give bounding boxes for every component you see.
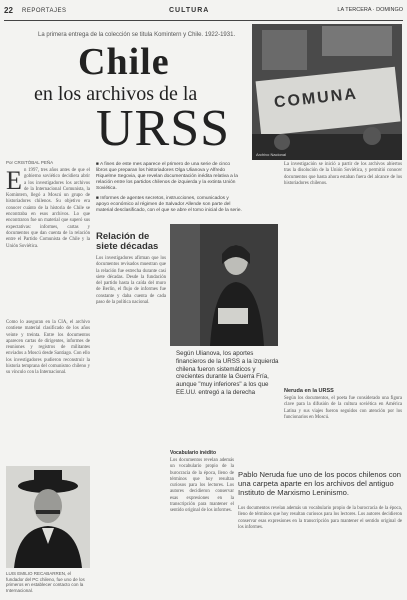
drop-cap: E xyxy=(6,166,22,195)
right-column-neruda-text: Según los documentos, el poeta fue considerado una figura clave para la difusión de la cultura soviética en América Latina y sus viajes fueron seguidos con atención por los funcionarios en Moscú. xyxy=(284,396,404,420)
summary-bullet-1: ■ A fines de este mes aparece el primero de una serie de cinco libros que preparan los historiadores Olga Ulianova y Alfredo Riquelme Segovia, que revelan documentación inédita relativa a la relación entre los partidos chilenos de izquierda y la extinta Unión Soviética. xyxy=(96,162,238,191)
top-photo-credit: Archivo Nacional xyxy=(256,152,287,157)
mid-column xyxy=(96,256,166,582)
category-label: CULTURA xyxy=(169,7,210,14)
recabarren-caption: LUIS EMILIO RECABARREN, el fundador del PC chileno, fue uno de los primeros en establecer contacto con la Internacional. xyxy=(6,571,85,593)
banner-text: COMUNA xyxy=(273,85,359,112)
summary-bullet-1-text: A fines de este mes aparece el primero de una serie de cinco libros que preparan los historiadores Olga Ulianova y Alfredo Riquelme Segovia, que revelan documentación inédita relativa a la relación entre los partidos chilenos de izquierda y la extinta Unión Soviética. xyxy=(96,162,238,191)
lead-paragraph xyxy=(6,168,90,318)
byline: Por CRISTÓBAL PEÑA xyxy=(6,160,54,165)
headline-line-2: en los archivos de la xyxy=(34,83,198,105)
page-header xyxy=(4,6,403,18)
ulianova-portrait xyxy=(170,224,278,346)
headline-line-1: Chile xyxy=(78,41,170,83)
header-rule xyxy=(4,20,403,21)
edition-label: LA TERCERA · DOMINGO xyxy=(337,7,403,13)
section-head-relacion: Relación de siete décadas xyxy=(96,231,159,252)
bottom-right-text: Los documentos revelan además un vocabulario propio de la burocracia de la época, lleno de términos que hoy resultan curiosos para los lectores. Los autores decidieron conservar esas expresiones en la transcripción para mantener el sentido original de los informes. xyxy=(238,506,404,530)
right-column-top xyxy=(284,162,402,312)
summary-bullet-2-text: Informes de agentes secretos, instrucciones, comunicados y apoyo económico al régimen de Salvador Allende son parte del material desclasificado, con el que se abre el tomo inicial de la serie. xyxy=(96,196,242,213)
summary-bullet-2: ■ Informes de agentes secretos, instrucciones, comunicados y apoyo económico al régimen de Salvador Allende son parte del material desclasificado, con el que se abre el tomo inicial de la serie. xyxy=(96,196,242,213)
lead-text: n 1997, tres años antes de que el gobierno soviético decidiera abrir a los investigadores los archivos de la Internacional Comunista, la Komintern, llegó a Moscú un grupo de historiadores chilenos. Su objetivo era conocer cuánto de la historia de Chile se encontraba en esos archivos. Lo que encontraron fue un material que superó sus expectativas: informes, cartas y documentos que dan cuenta de la relación entre el Partido Comunista de Chile y la Unión Soviética. xyxy=(6,168,92,249)
right-column-neruda xyxy=(284,396,402,454)
section-head-neruda: Neruda en la URSS xyxy=(284,388,334,394)
kicker: La primera entrega de la colección se titula Komintern y Chile. 1922-1931. xyxy=(38,32,236,38)
section-label: REPORTAJES xyxy=(22,8,67,14)
mid-column-text: Los investigadores afirman que los documentos revisados muestran que la relación fue estrecha durante casi siete décadas. Desde la fundación del partido hasta la caída del muro de Berlín, el flujo de informes fue constante y daba cuenta de cada paso de la política nacional. xyxy=(96,256,168,306)
bottom-center-column xyxy=(170,458,234,594)
recabarren-photo xyxy=(6,466,90,568)
ulianova-photo xyxy=(170,224,278,346)
page-number: 22 xyxy=(4,6,13,15)
pull-quote-ulianova: Según Ulianova, los aportes financieros de la URSS a la izquierda chilena fueron sistemáticos y crecientes durante la Guerra Fría, aunque "muy inferiores" a los que EE.UU. entregó a la derecha xyxy=(176,350,279,396)
protest-photo xyxy=(252,24,402,160)
pull-quote-neruda: Pablo Neruda fue uno de los pocos chilenos con una carpeta aparte en los archivos del antiguo Instituto de Marxismo Leninismo. xyxy=(238,470,401,498)
recabarren-portrait xyxy=(6,466,90,568)
headline-line-3: URSS xyxy=(96,100,231,157)
left-column xyxy=(6,320,90,462)
bottom-center-text: Los documentos revelan además un vocabulario propio de la burocracia de la época, lleno de términos que hoy resultan curiosos para los lectores. Los autores decidieron conservar esas expresiones en la transcripción para mantener el sentido original de los informes. xyxy=(170,458,236,514)
right-column-top-text: La investigación se inició a partir de los archivos abiertos tras la disolución de la Unión Soviética, y permitió conocer documentos que hasta ahora estaban fuera del alcance de los historiadores chilenos. xyxy=(284,162,404,186)
bottom-right-column xyxy=(238,506,402,594)
section-head-vocabulario: Vocabulario inédito xyxy=(170,450,217,456)
left-column-text: Como lo aseguran en la CIA, el archivo contiene material clasificado de los años veinte y treinta. Entre los documentos aparecen cartas de dirigentes, informes de reuniones y registros de militantes enviados a Moscú desde Santiago. Con ello los investigadores pudieron reconstruir la historia temprana del comunismo chileno y su vínculo con la Internacional. xyxy=(6,320,92,376)
